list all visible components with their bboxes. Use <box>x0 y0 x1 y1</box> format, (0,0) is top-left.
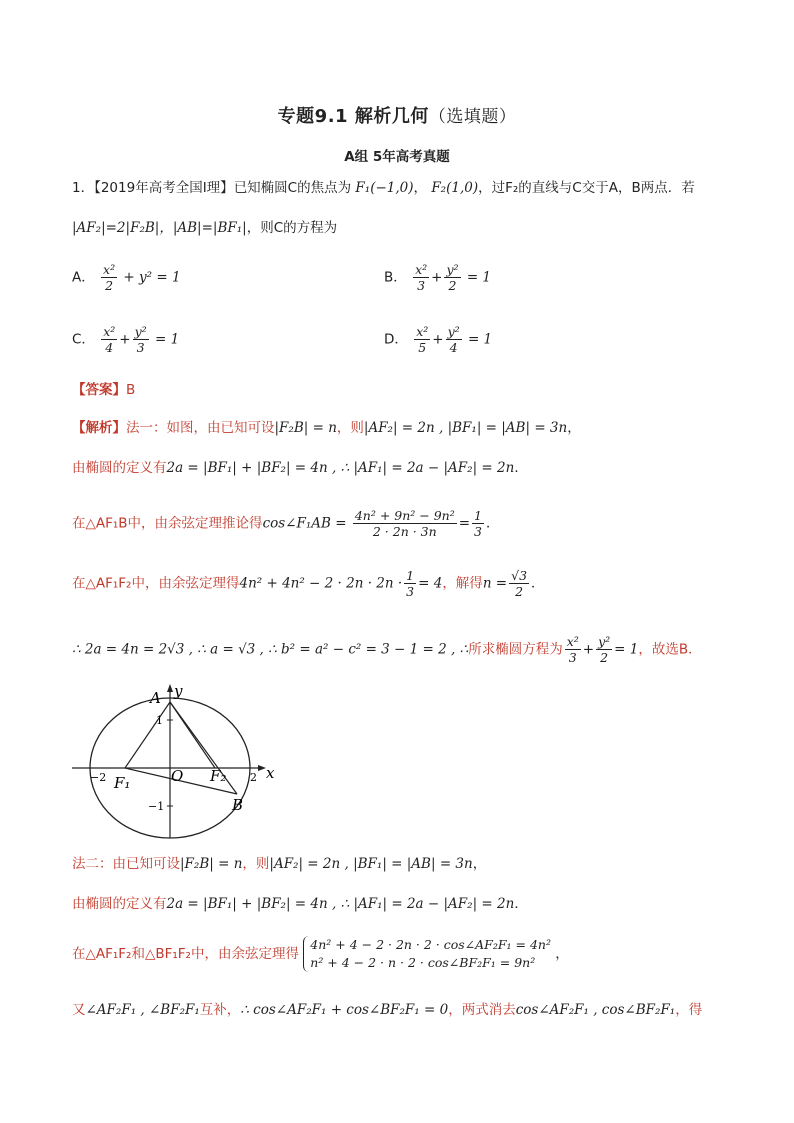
analysis-line1: 【解析】法一：如图，由已知可设|F₂B| = n，则|AF₂| = 2n , |BF₁| = |AB| = 3n， <box>72 420 581 436</box>
analysis-line4: 在△AF₁F₂中，由余弦定理得4n² + 4n² − 2 · 2n · 2n · $\frac{1}{3}$ = 4，解得n = $\frac{√3}{2}$ ． <box>72 568 545 599</box>
tick-label-y-neg1: −1 <box>148 800 165 813</box>
point-label-b: B <box>232 796 244 814</box>
option-b: B． $\frac{\text{x²}}{3}$ + $\frac{\text{y²}}{2}$ = 1 <box>384 262 492 293</box>
page-title: 专题9.1 解析几何（选填题） <box>277 106 517 127</box>
y-axis-arrow <box>167 684 173 692</box>
method2-line4: 又∠AF₂F₁ , ∠BF₂F₁互补，∴ cos∠AF₂F₁ + cos∠BF₂F₁ = 0，两式消去cos∠AF₂F₁ , cos∠BF₂F₁，得 <box>72 1002 703 1018</box>
tick-label-x-neg2: −2 <box>90 771 107 784</box>
origin-label: O <box>171 767 184 785</box>
ellipse-figure <box>70 680 280 840</box>
option-c: C． $\frac{\text{x²}}{4}$ + $\frac{\text{y²}}{3}$ = 1 <box>72 324 180 355</box>
analysis-line3: 在△AF₁B中，由余弦定理推论得cos∠F₁AB = $\frac{\text{4n² + 9n² − 9n²}}{2 \cdot 2n \cdot 3n}$ = $\frac{1}{3}$ ． <box>72 508 500 539</box>
title-paren: （选填题） <box>428 107 517 127</box>
section-subtitle: A组 5年高考真题 <box>344 149 450 165</box>
option-a: A． $\frac{\text{x²}}{2}$ + y² = 1 <box>72 262 181 293</box>
analysis-line2: 由椭圆的定义有2a = |BF₁| + |BF₂| = 4n , ∴ |AF₁| = 2a − |AF₂| = 2n． <box>72 460 528 476</box>
tick-label-y-1: 1 <box>156 714 163 727</box>
question-stem-line1: 1．【2019年高考全国Ⅰ理】已知椭圆C的焦点为 F₁(−1,0)， F₂(1,0)，过F₂的直线与C交于A，B两点．若 <box>72 180 695 196</box>
answer-line <box>72 380 135 400</box>
equation-system: 4n² + 4 − 2 · 2n · 2 · cos∠AF₂F₁ = 4n² n² + 4 − 2 · n · 2 · cos∠BF₂F₁ = 9n² <box>303 936 551 972</box>
method2-line1: 法二：由已知可设|F₂B| = n，则|AF₂| = 2n , |BF₁| = |AB| = 3n， <box>72 856 487 872</box>
analysis-line5: ∴ 2a = 4n = 2√3 , ∴ a = √3 , ∴ b² = a² − c² = 3 − 1 = 2 , ∴所求椭圆方程为 $\frac{\text{x²}}{3}$ + $\frac{\text{y²}}{2}$ = 1，故选B． <box>72 634 702 665</box>
analysis-tag: 【解析】 <box>72 420 126 436</box>
question-stem-line2: |AF₂|=2|F₂B|，|AB|=|BF₁|，则C的方程为 <box>72 220 338 236</box>
answer-tag: 【答案】 <box>72 382 126 398</box>
point-label-f2: F₂ <box>210 767 227 785</box>
segment-af1 <box>125 702 170 768</box>
option-d: D． $\frac{\text{x²}}{5}$ + $\frac{\text{y²}}{4}$ = 1 <box>384 324 493 355</box>
x-axis-label: x <box>266 764 275 782</box>
method2-line2: 由椭圆的定义有2a = |BF₁| + |BF₂| = 4n , ∴ |AF₁| = 2a − |AF₂| = 2n． <box>72 896 528 912</box>
method2-line3: 在△AF₁F₂和△BF₁F₂中，由余弦定理得 4n² + 4 − 2 · 2n · 2 · cos∠AF₂F₁ = 4n² n² + 4 − 2 · n · 2 · cos∠BF₂F₁ = 9n² ， <box>72 937 569 970</box>
answer-value: B <box>126 382 136 398</box>
point-label-f1: F₁ <box>114 774 131 792</box>
tick-label-x-2: 2 <box>250 771 257 784</box>
question-source: 【2019年高考全国Ⅰ理】 <box>94 180 234 196</box>
y-axis-label: y <box>174 682 183 700</box>
x-axis-arrow <box>258 765 266 771</box>
point-label-a: A <box>150 689 161 707</box>
